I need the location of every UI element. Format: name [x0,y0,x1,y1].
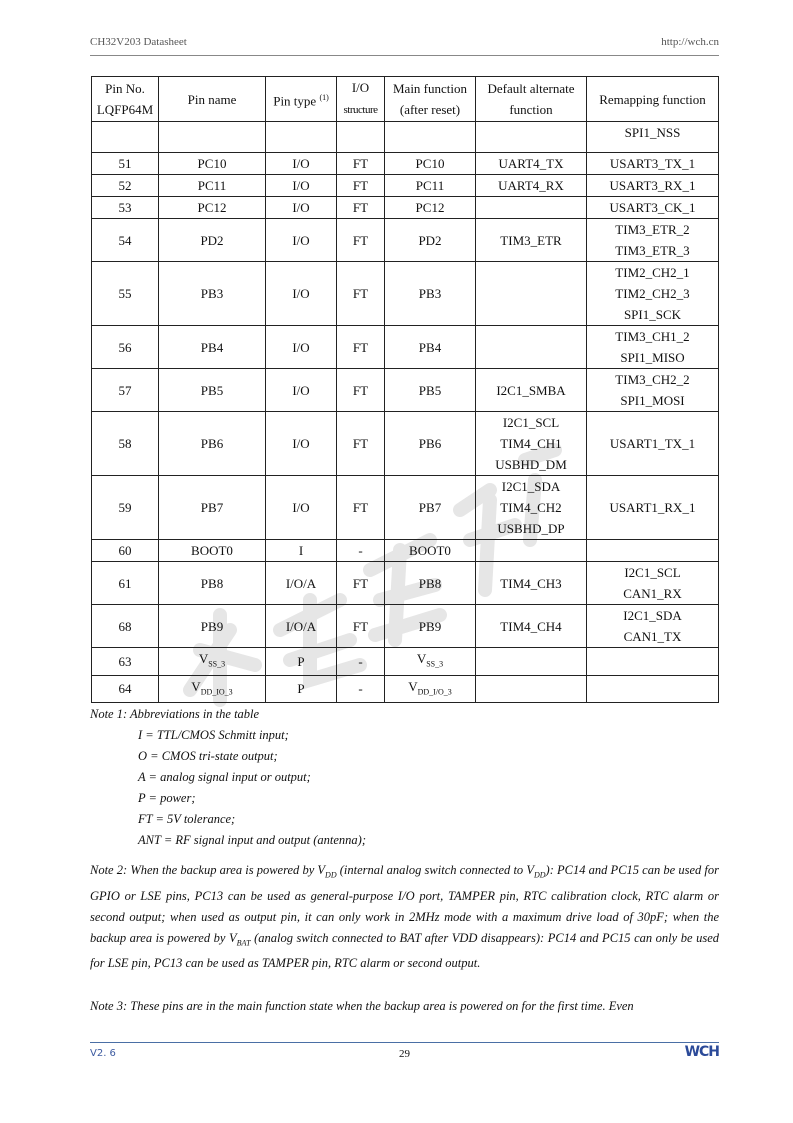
pin-no-cell: 52 [92,175,159,197]
table-row [92,605,719,648]
alternate-function-cell [476,262,587,326]
pin-no-cell: 53 [92,197,159,219]
pin-name-cell: BOOT0 [159,540,266,562]
pin-type-cell: I/O [266,262,337,326]
remap-cell [587,175,719,197]
function-entry: TIM3_ETR [500,232,562,248]
main-function-cell: $V_{SS\_3}$ [385,648,476,676]
col-pin-no: Pin No. LQFP64M [92,77,159,122]
site-link[interactable]: http://wch.cn [661,36,719,48]
function-entry: I2C1_SDA [501,479,561,494]
pin-type-cell: I/O [266,326,337,369]
remap-cell [587,605,719,648]
table-row [92,197,719,219]
pin-no-cell: 59 [92,476,159,540]
note-1-item: P = power; [138,791,196,805]
pin-type-cell: I/O/A [266,605,337,648]
function-entry: USART3_CK_1 [609,200,696,215]
pin-name-cell: $V_{SS\_3}$ [159,648,266,676]
function-entry: I2C1_SCL [624,565,681,580]
io-structure-cell: - [337,675,385,703]
alternate-function-cell [476,153,587,175]
pin-no-cell: 55 [92,262,159,326]
pin-name-cell: $V_{DD\_IO\_3}$ [159,675,266,703]
pin-no-cell: 58 [92,412,159,476]
pin-name-cell: PB3 [159,262,266,326]
main-function-cell: PB8 [385,562,476,605]
remap-cell [587,326,719,369]
function-entry: SPI1_MISO [620,350,685,365]
main-function-cell: PC11 [385,175,476,197]
pin-type-cell: I/O [266,219,337,262]
pin-no-cell: 61 [92,562,159,605]
function-entry: USART3_RX_1 [609,178,696,193]
function-entry: TIM3_ETR_2 [615,222,690,237]
io-structure-cell: FT [337,175,385,197]
function-entry: USBHD_DM [495,457,567,472]
function-entry: TIM2_CH2_1 [615,265,690,280]
remap-cell [587,369,719,412]
pin-type-cell: I/O [266,476,337,540]
pin-name-cell: PC10 [159,153,266,175]
table-row [92,369,719,412]
col-default-alternate: Default alternate function [476,77,587,122]
function-entry: SPI1_SCK [623,307,682,322]
alternate-function-cell [476,540,587,562]
note-1-item: A = analog signal input or output; [138,770,311,784]
table-row [92,412,719,476]
main-function-cell: PB5 [385,369,476,412]
io-structure-cell: FT [337,197,385,219]
pin-table [91,76,719,703]
alternate-function-cell [476,648,587,676]
pin-type-cell: I/O [266,175,337,197]
alternate-function-cell [476,605,587,648]
io-structure-cell: FT [337,562,385,605]
footer-divider [90,1042,719,1043]
remap-cell [587,648,719,676]
pin-name-cell: PB8 [159,562,266,605]
main-function-cell: BOOT0 [385,540,476,562]
alternate-function-cell [476,175,587,197]
io-structure-cell: FT [337,326,385,369]
function-entry: UART4_RX [498,178,564,193]
function-entry: TIM3_CH2_2 [615,372,690,387]
header-divider [90,55,719,56]
function-entry: CAN1_RX [623,586,682,601]
function-entry: TIM4_CH3 [500,575,562,591]
col-pin-type: Pin type $^{(1)}$ [266,77,337,122]
pin-no-cell: 56 [92,326,159,369]
main-function-cell: PB9 [385,605,476,648]
function-entry: TIM4_CH1 [500,436,562,451]
remap-cell [587,153,719,175]
page-number: 29 [399,1048,410,1060]
remap-cell [587,476,719,540]
note-2: Note 2: When the backup area is powered by $V_{DD}$ (internal analog switch connected to $V_{DD}$): PC14 and PC15 can be used for GPIO or LSE pins, PC13 can be used as general-purpose I/O port, TAMPER pin, RTC calibration clock, RTC alarm or second output; when used as output pin, it can only work in 2MHz mode with a maximum drive load of 30pF; when the backup area is powered by $V_{BAT}$ (analog switch connected to BAT after VDD disappears): PC14 and PC15 can only be used for LSE pin, PC13 can be used as TAMPER pin, RTC alarm or second output. [90,863,719,970]
pin-name-cell: PB4 [159,326,266,369]
io-structure-cell: FT [337,605,385,648]
io-structure-cell: FT [337,369,385,412]
pin-name-cell: PC12 [159,197,266,219]
main-function-cell: PC12 [385,197,476,219]
alternate-function-cell [476,369,587,412]
col-remapping-function: Remapping function [587,77,719,122]
pin-no-cell: 57 [92,369,159,412]
note-1-item: FT = 5V tolerance; [138,812,236,826]
note-1 [90,704,719,851]
function-entry: UART4_TX [498,156,564,171]
note-1-item: O = CMOS tri-state output; [138,749,278,763]
function-entry: USART1_TX_1 [609,436,696,451]
function-entry: I2C1_SMBA [496,382,566,398]
main-function-cell: PB6 [385,412,476,476]
alternate-function-cell [476,476,587,540]
alternate-function-cell [476,219,587,262]
io-structure-cell: - [337,648,385,676]
function-entry: USBHD_DP [497,521,565,536]
version-label: V2. 6 [90,1048,116,1059]
note-1-title: Note 1: Abbreviations in the table [90,707,260,721]
function-entry: I2C1_SCL [502,415,560,430]
function-entry: SPI1_MOSI [620,393,685,408]
remap-cell [587,540,719,562]
table-row [92,326,719,369]
remap-cell [587,262,719,326]
pin-type-cell: I/O [266,369,337,412]
wch-logo-icon: WCH [684,1044,719,1060]
table-row [92,540,719,562]
table-row [92,562,719,605]
remap-cell [587,562,719,605]
remap-cell [587,412,719,476]
alternate-function-cell [476,562,587,605]
pin-no-cell: 63 [92,648,159,676]
function-entry: TIM3_ETR_3 [615,243,690,258]
function-entry: TIM4_CH4 [500,618,562,634]
col-main-function: Main function (after reset) [385,77,476,122]
page-header [90,36,719,48]
alternate-function-cell [476,197,587,219]
table-row [92,175,719,197]
io-structure-cell: FT [337,219,385,262]
main-function-cell: PD2 [385,219,476,262]
pin-name-cell: PC11 [159,175,266,197]
function-entry: TIM3_CH1_2 [615,329,690,344]
main-function-cell: PB7 [385,476,476,540]
remap-cell: SPI1_NSS [587,122,719,153]
pin-no-cell: 60 [92,540,159,562]
pin-no-cell: 54 [92,219,159,262]
io-structure-cell: FT [337,262,385,326]
io-structure-cell: FT [337,153,385,175]
remap-cell [587,219,719,262]
pin-no-cell: 51 [92,153,159,175]
function-entry: TIM4_CH2 [500,500,562,515]
pin-type-cell: I/O [266,197,337,219]
pin-type-cell: I [266,540,337,562]
pin-name-cell: PB5 [159,369,266,412]
main-function-cell: $V_{DD\_I/O\_3}$ [385,675,476,703]
alternate-function-cell [476,675,587,703]
table-row-continued [92,122,719,153]
doc-title: CH32V203 Datasheet [90,36,187,48]
pin-type-cell: I/O [266,153,337,175]
pin-type-cell: P [266,648,337,676]
table-row [92,262,719,326]
io-structure-cell: - [337,540,385,562]
io-structure-cell: FT [337,476,385,540]
note-1-item: I = TTL/CMOS Schmitt input; [138,728,289,742]
col-io-structure: I/O structure [337,77,385,122]
table-row [92,153,719,175]
main-function-cell: PB3 [385,262,476,326]
table-row [92,476,719,540]
table-row [92,675,719,703]
pin-name-cell: PB7 [159,476,266,540]
function-entry: USART3_TX_1 [609,156,696,171]
function-entry: USART1_RX_1 [609,500,696,515]
pin-name-cell: PB9 [159,605,266,648]
remap-cell [587,675,719,703]
function-entry: CAN1_TX [623,629,682,644]
function-entry: I2C1_SDA [623,608,682,623]
pin-name-cell: PB6 [159,412,266,476]
io-structure-cell: FT [337,412,385,476]
note-3: Note 3: These pins are in the main function state when the backup area is powered on for the first time. Even [90,999,634,1013]
note-1-item: ANT = RF signal input and output (antenna); [138,833,366,847]
pin-type-cell: I/O [266,412,337,476]
pin-no-cell: 68 [92,605,159,648]
table-row [92,219,719,262]
pin-name-cell: PD2 [159,219,266,262]
pin-type-cell: I/O/A [266,562,337,605]
alternate-function-cell [476,326,587,369]
table-row [92,648,719,676]
table-header-row [92,77,719,122]
col-pin-name: Pin name [159,77,266,122]
pin-type-cell: P [266,675,337,703]
function-entry: TIM2_CH2_3 [615,286,690,301]
remap-cell [587,197,719,219]
main-function-cell: PB4 [385,326,476,369]
alternate-function-cell [476,412,587,476]
main-function-cell: PC10 [385,153,476,175]
pin-no-cell: 64 [92,675,159,703]
